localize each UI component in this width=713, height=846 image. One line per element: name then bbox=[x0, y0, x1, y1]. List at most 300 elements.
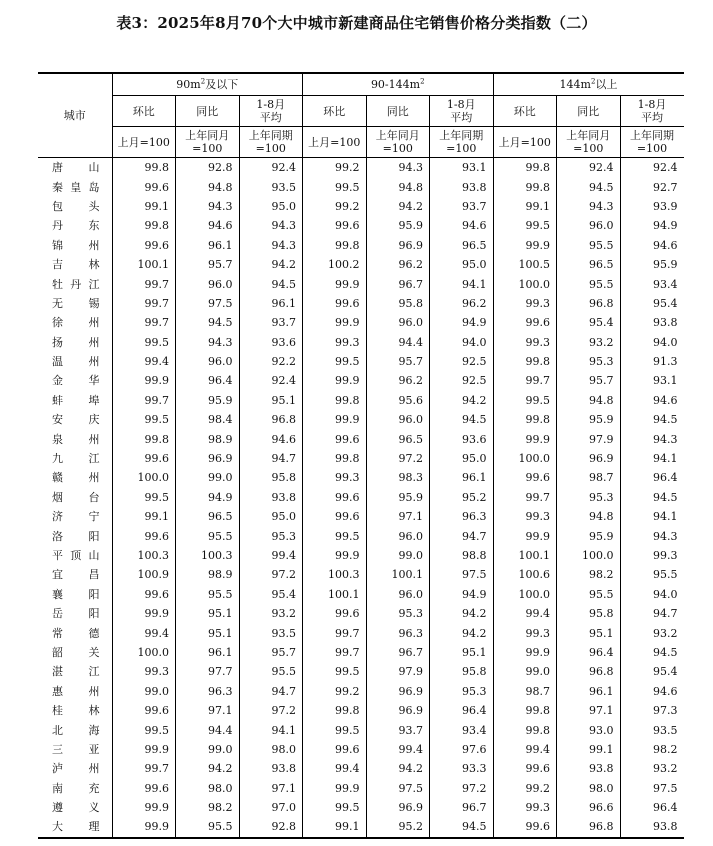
index-value: 98.7 bbox=[557, 468, 621, 487]
index-value: 99.0 bbox=[493, 662, 557, 681]
city-name: 宜昌 bbox=[52, 568, 100, 582]
index-value: 99.6 bbox=[112, 779, 176, 798]
index-value: 94.4 bbox=[366, 333, 430, 352]
index-value: 95.5 bbox=[239, 662, 303, 681]
index-value: 100.0 bbox=[112, 643, 176, 662]
index-value: 99.5 bbox=[303, 662, 367, 681]
index-value: 96.9 bbox=[366, 798, 430, 817]
index-value: 99.6 bbox=[112, 236, 176, 255]
index-value: 99.8 bbox=[112, 429, 176, 448]
base-header: 上年同月 =100 bbox=[176, 127, 240, 158]
index-value: 94.6 bbox=[620, 236, 684, 255]
index-value: 99.4 bbox=[493, 740, 557, 759]
index-value: 93.7 bbox=[239, 313, 303, 332]
table-row bbox=[38, 565, 684, 584]
sub-header: 同比 bbox=[176, 96, 240, 127]
city-name: 济宁 bbox=[52, 510, 100, 524]
index-value: 99.3 bbox=[493, 333, 557, 352]
index-value: 99.7 bbox=[112, 313, 176, 332]
index-value: 94.5 bbox=[620, 643, 684, 662]
index-value: 94.6 bbox=[176, 216, 240, 235]
index-value: 95.8 bbox=[430, 662, 494, 681]
index-value: 96.6 bbox=[557, 798, 621, 817]
base-header: 上月=100 bbox=[493, 127, 557, 158]
index-value: 93.8 bbox=[557, 759, 621, 778]
city-name: 南充 bbox=[52, 781, 100, 795]
index-value: 96.8 bbox=[557, 817, 621, 837]
index-value: 94.8 bbox=[366, 177, 430, 196]
city-name: 安庆 bbox=[52, 413, 100, 427]
index-value: 99.4 bbox=[112, 623, 176, 642]
index-value: 99.5 bbox=[303, 526, 367, 545]
index-value: 96.4 bbox=[620, 798, 684, 817]
index-value: 99.0 bbox=[176, 468, 240, 487]
table-row bbox=[38, 197, 684, 216]
table-row bbox=[38, 779, 684, 798]
index-value: 92.7 bbox=[620, 177, 684, 196]
index-value: 99.6 bbox=[303, 604, 367, 623]
index-value: 97.1 bbox=[239, 779, 303, 798]
index-value: 94.2 bbox=[430, 604, 494, 623]
index-value: 98.7 bbox=[493, 682, 557, 701]
index-value: 96.1 bbox=[557, 682, 621, 701]
table-row bbox=[38, 585, 684, 604]
index-value: 96.9 bbox=[176, 449, 240, 468]
city-name: 遵义 bbox=[52, 801, 100, 815]
table-row bbox=[38, 623, 684, 642]
index-value: 94.7 bbox=[239, 449, 303, 468]
index-value: 94.7 bbox=[430, 526, 494, 545]
index-value: 96.0 bbox=[366, 526, 430, 545]
index-value: 96.1 bbox=[176, 236, 240, 255]
index-value: 99.8 bbox=[303, 701, 367, 720]
index-value: 92.8 bbox=[176, 158, 240, 178]
index-value: 93.2 bbox=[557, 333, 621, 352]
index-value: 95.1 bbox=[176, 604, 240, 623]
index-value: 99.5 bbox=[112, 410, 176, 429]
index-value: 95.7 bbox=[239, 643, 303, 662]
table-title: 表3：2025年8月70个大中城市新建商品住宅销售价格分类指数（二） bbox=[116, 14, 597, 32]
index-value: 99.4 bbox=[239, 546, 303, 565]
index-value: 96.9 bbox=[557, 449, 621, 468]
index-value: 95.7 bbox=[176, 255, 240, 274]
index-value: 99.5 bbox=[303, 798, 367, 817]
index-value: 100.6 bbox=[493, 565, 557, 584]
index-value: 99.7 bbox=[493, 488, 557, 507]
index-value: 98.2 bbox=[620, 740, 684, 759]
index-value: 100.0 bbox=[112, 468, 176, 487]
index-value: 93.8 bbox=[239, 759, 303, 778]
index-value: 94.3 bbox=[366, 158, 430, 178]
index-value: 92.4 bbox=[620, 158, 684, 178]
table-row bbox=[38, 352, 684, 371]
index-value: 95.9 bbox=[176, 391, 240, 410]
index-value: 99.7 bbox=[493, 371, 557, 390]
table-row bbox=[38, 449, 684, 468]
city-name: 唐山 bbox=[52, 161, 100, 175]
index-value: 95.4 bbox=[620, 294, 684, 313]
index-value: 95.4 bbox=[557, 313, 621, 332]
index-value: 99.9 bbox=[112, 371, 176, 390]
city-column-header: 城市 bbox=[38, 73, 112, 158]
city-name: 烟台 bbox=[52, 490, 100, 504]
table-row bbox=[38, 255, 684, 274]
index-value: 95.2 bbox=[430, 488, 494, 507]
city-name: 包头 bbox=[52, 199, 100, 213]
table-row bbox=[38, 546, 684, 565]
index-value: 96.5 bbox=[557, 255, 621, 274]
index-value: 97.2 bbox=[239, 565, 303, 584]
index-value: 100.0 bbox=[493, 449, 557, 468]
price-index-table bbox=[38, 72, 684, 839]
index-value: 97.9 bbox=[557, 429, 621, 448]
index-value: 94.5 bbox=[430, 410, 494, 429]
index-value: 92.5 bbox=[430, 352, 494, 371]
index-value: 97.2 bbox=[366, 449, 430, 468]
index-value: 97.5 bbox=[430, 565, 494, 584]
index-value: 97.6 bbox=[430, 740, 494, 759]
index-value: 99.6 bbox=[112, 449, 176, 468]
index-value: 93.6 bbox=[430, 429, 494, 448]
index-value: 92.4 bbox=[239, 371, 303, 390]
index-value: 94.3 bbox=[620, 526, 684, 545]
index-value: 93.4 bbox=[430, 720, 494, 739]
city-name: 九江 bbox=[52, 452, 100, 466]
city-name: 锦州 bbox=[52, 238, 100, 252]
table-row bbox=[38, 468, 684, 487]
index-value: 99.8 bbox=[493, 352, 557, 371]
index-value: 95.6 bbox=[366, 391, 430, 410]
index-value: 99.8 bbox=[303, 391, 367, 410]
index-value: 100.1 bbox=[112, 255, 176, 274]
index-value: 94.1 bbox=[620, 449, 684, 468]
index-value: 95.8 bbox=[557, 604, 621, 623]
index-value: 99.9 bbox=[303, 313, 367, 332]
city-name: 徐州 bbox=[52, 316, 100, 330]
index-value: 96.4 bbox=[176, 371, 240, 390]
index-value: 96.9 bbox=[366, 236, 430, 255]
index-value: 93.0 bbox=[557, 720, 621, 739]
table-row bbox=[38, 429, 684, 448]
index-value: 95.5 bbox=[176, 526, 240, 545]
index-value: 99.4 bbox=[366, 740, 430, 759]
index-value: 94.7 bbox=[239, 682, 303, 701]
index-value: 99.3 bbox=[493, 623, 557, 642]
index-value: 93.1 bbox=[430, 158, 494, 178]
index-value: 99.5 bbox=[493, 391, 557, 410]
city-name: 三亚 bbox=[52, 742, 100, 756]
index-value: 92.4 bbox=[239, 158, 303, 178]
index-value: 96.8 bbox=[557, 294, 621, 313]
index-value: 99.8 bbox=[112, 158, 176, 178]
index-value: 99.9 bbox=[112, 740, 176, 759]
table-row bbox=[38, 410, 684, 429]
table-row bbox=[38, 371, 684, 390]
table-row bbox=[38, 817, 684, 837]
base-header: 上月=100 bbox=[112, 127, 176, 158]
index-value: 99.1 bbox=[303, 817, 367, 837]
city-name: 赣州 bbox=[52, 471, 100, 485]
table-row bbox=[38, 701, 684, 720]
index-value: 99.2 bbox=[303, 682, 367, 701]
index-value: 99.5 bbox=[112, 333, 176, 352]
base-header: 上年同期 =100 bbox=[620, 127, 684, 158]
table-row bbox=[38, 333, 684, 352]
index-value: 99.4 bbox=[303, 759, 367, 778]
index-value: 97.3 bbox=[620, 701, 684, 720]
index-value: 100.0 bbox=[557, 546, 621, 565]
table-row bbox=[38, 391, 684, 410]
index-value: 96.5 bbox=[176, 507, 240, 526]
index-value: 94.2 bbox=[366, 759, 430, 778]
index-value: 98.4 bbox=[176, 410, 240, 429]
index-value: 99.9 bbox=[303, 410, 367, 429]
index-value: 93.2 bbox=[620, 759, 684, 778]
index-value: 99.7 bbox=[112, 274, 176, 293]
index-value: 98.0 bbox=[557, 779, 621, 798]
table-row bbox=[38, 274, 684, 293]
index-value: 95.9 bbox=[366, 488, 430, 507]
index-value: 96.4 bbox=[620, 468, 684, 487]
index-value: 96.4 bbox=[557, 643, 621, 662]
index-value: 99.3 bbox=[112, 662, 176, 681]
index-value: 99.6 bbox=[303, 507, 367, 526]
index-value: 94.6 bbox=[239, 429, 303, 448]
sub-header: 1-8月 平均 bbox=[620, 96, 684, 127]
index-value: 99.2 bbox=[303, 158, 367, 178]
index-value: 94.7 bbox=[620, 604, 684, 623]
city-name: 大理 bbox=[38, 817, 112, 837]
city-name: 韶关 bbox=[52, 645, 100, 659]
index-value: 95.7 bbox=[557, 371, 621, 390]
index-value: 99.8 bbox=[493, 158, 557, 178]
index-value: 94.5 bbox=[430, 817, 494, 837]
city-name: 惠州 bbox=[52, 684, 100, 698]
index-value: 99.6 bbox=[303, 740, 367, 759]
base-header: 上年同期 =100 bbox=[430, 127, 494, 158]
index-value: 100.9 bbox=[112, 565, 176, 584]
index-value: 99.8 bbox=[493, 720, 557, 739]
index-value: 99.8 bbox=[493, 701, 557, 720]
index-value: 94.2 bbox=[430, 391, 494, 410]
index-value: 94.1 bbox=[239, 720, 303, 739]
index-value: 99.3 bbox=[303, 333, 367, 352]
index-value: 94.3 bbox=[557, 197, 621, 216]
index-value: 99.1 bbox=[112, 507, 176, 526]
index-value: 96.3 bbox=[176, 682, 240, 701]
index-value: 97.1 bbox=[557, 701, 621, 720]
index-value: 98.3 bbox=[366, 468, 430, 487]
index-value: 98.0 bbox=[176, 779, 240, 798]
index-value: 95.1 bbox=[430, 643, 494, 662]
index-value: 97.1 bbox=[176, 701, 240, 720]
index-value: 99.9 bbox=[112, 604, 176, 623]
index-value: 99.3 bbox=[493, 294, 557, 313]
index-value: 99.6 bbox=[493, 759, 557, 778]
city-name: 桂林 bbox=[52, 704, 100, 718]
sub-header: 环比 bbox=[493, 96, 557, 127]
index-value: 95.5 bbox=[620, 565, 684, 584]
index-value: 93.2 bbox=[620, 623, 684, 642]
index-value: 99.6 bbox=[112, 177, 176, 196]
index-value: 96.3 bbox=[366, 623, 430, 642]
city-name: 温州 bbox=[52, 355, 100, 369]
sub-header: 环比 bbox=[112, 96, 176, 127]
index-value: 95.7 bbox=[366, 352, 430, 371]
index-value: 98.9 bbox=[176, 565, 240, 584]
index-value: 94.1 bbox=[620, 507, 684, 526]
index-value: 100.0 bbox=[493, 585, 557, 604]
table-row bbox=[38, 177, 684, 196]
city-name: 蚌埠 bbox=[52, 393, 100, 407]
index-value: 94.6 bbox=[620, 391, 684, 410]
index-value: 96.9 bbox=[366, 682, 430, 701]
index-value: 96.7 bbox=[366, 274, 430, 293]
index-value: 93.1 bbox=[620, 371, 684, 390]
index-value: 94.5 bbox=[239, 274, 303, 293]
index-value: 93.8 bbox=[239, 488, 303, 507]
index-value: 92.4 bbox=[557, 158, 621, 178]
index-value: 95.5 bbox=[176, 585, 240, 604]
index-value: 97.5 bbox=[176, 294, 240, 313]
index-value: 94.2 bbox=[176, 759, 240, 778]
index-value: 99.2 bbox=[303, 197, 367, 216]
index-value: 93.5 bbox=[620, 720, 684, 739]
sub-header: 同比 bbox=[557, 96, 621, 127]
index-value: 99.6 bbox=[112, 526, 176, 545]
index-value: 99.5 bbox=[112, 720, 176, 739]
index-value: 94.5 bbox=[557, 177, 621, 196]
index-value: 95.1 bbox=[557, 623, 621, 642]
index-value: 94.1 bbox=[430, 274, 494, 293]
index-value: 99.6 bbox=[303, 429, 367, 448]
index-value: 94.0 bbox=[620, 585, 684, 604]
index-value: 95.0 bbox=[239, 507, 303, 526]
index-value: 100.1 bbox=[493, 546, 557, 565]
index-value: 94.3 bbox=[239, 216, 303, 235]
index-value: 93.5 bbox=[239, 623, 303, 642]
city-name: 北海 bbox=[52, 723, 100, 737]
index-value: 96.4 bbox=[430, 701, 494, 720]
table-row bbox=[38, 604, 684, 623]
index-value: 94.0 bbox=[430, 333, 494, 352]
table-row bbox=[38, 313, 684, 332]
index-value: 93.9 bbox=[620, 197, 684, 216]
index-value: 96.5 bbox=[366, 429, 430, 448]
city-name: 岳阳 bbox=[52, 607, 100, 621]
index-value: 97.2 bbox=[239, 701, 303, 720]
index-value: 92.8 bbox=[239, 817, 303, 837]
index-value: 99.5 bbox=[303, 720, 367, 739]
index-value: 93.5 bbox=[239, 177, 303, 196]
index-value: 94.6 bbox=[430, 216, 494, 235]
index-value: 99.0 bbox=[366, 546, 430, 565]
index-value: 94.8 bbox=[557, 507, 621, 526]
index-value: 98.0 bbox=[239, 740, 303, 759]
index-value: 96.0 bbox=[176, 274, 240, 293]
index-value: 95.3 bbox=[366, 604, 430, 623]
index-value: 97.9 bbox=[366, 662, 430, 681]
index-value: 95.9 bbox=[557, 410, 621, 429]
index-value: 95.9 bbox=[366, 216, 430, 235]
index-value: 92.5 bbox=[430, 371, 494, 390]
index-value: 99.3 bbox=[493, 507, 557, 526]
index-value: 95.5 bbox=[557, 236, 621, 255]
index-value: 94.8 bbox=[557, 391, 621, 410]
index-value: 96.1 bbox=[176, 643, 240, 662]
index-value: 94.3 bbox=[176, 197, 240, 216]
index-value: 97.0 bbox=[239, 798, 303, 817]
city-name: 牡丹江 bbox=[52, 277, 100, 291]
index-value: 99.6 bbox=[493, 468, 557, 487]
index-value: 99.3 bbox=[303, 468, 367, 487]
index-value: 94.3 bbox=[620, 429, 684, 448]
index-value: 95.0 bbox=[239, 197, 303, 216]
index-value: 99.5 bbox=[303, 352, 367, 371]
index-value: 95.8 bbox=[366, 294, 430, 313]
index-value: 99.4 bbox=[493, 604, 557, 623]
index-value: 95.3 bbox=[557, 352, 621, 371]
index-value: 100.1 bbox=[303, 585, 367, 604]
index-value: 99.6 bbox=[303, 294, 367, 313]
index-value: 97.1 bbox=[366, 507, 430, 526]
index-value: 95.0 bbox=[430, 449, 494, 468]
city-name: 无锡 bbox=[52, 296, 100, 310]
index-value: 93.2 bbox=[239, 604, 303, 623]
index-value: 95.4 bbox=[239, 585, 303, 604]
index-value: 99.8 bbox=[303, 236, 367, 255]
index-value: 92.2 bbox=[239, 352, 303, 371]
table-row bbox=[38, 720, 684, 739]
index-value: 96.7 bbox=[366, 643, 430, 662]
index-value: 94.9 bbox=[430, 313, 494, 332]
index-value: 96.9 bbox=[366, 701, 430, 720]
table-row bbox=[38, 740, 684, 759]
index-value: 95.1 bbox=[239, 391, 303, 410]
index-value: 95.1 bbox=[176, 623, 240, 642]
index-value: 94.9 bbox=[620, 216, 684, 235]
index-value: 99.8 bbox=[303, 449, 367, 468]
sub-header: 同比 bbox=[366, 96, 430, 127]
index-value: 99.3 bbox=[493, 798, 557, 817]
index-value: 94.5 bbox=[620, 410, 684, 429]
table-row bbox=[38, 662, 684, 681]
index-value: 99.1 bbox=[112, 197, 176, 216]
index-value: 99.6 bbox=[493, 313, 557, 332]
city-name: 丹东 bbox=[52, 219, 100, 233]
index-value: 99.9 bbox=[493, 643, 557, 662]
city-name: 秦皇岛 bbox=[52, 180, 100, 194]
city-name: 泸州 bbox=[52, 762, 100, 776]
index-value: 99.7 bbox=[112, 391, 176, 410]
index-value: 96.0 bbox=[557, 216, 621, 235]
index-value: 96.8 bbox=[239, 410, 303, 429]
index-value: 94.9 bbox=[176, 488, 240, 507]
index-value: 96.0 bbox=[366, 313, 430, 332]
index-value: 93.8 bbox=[620, 817, 684, 837]
index-value: 94.0 bbox=[620, 333, 684, 352]
index-value: 99.3 bbox=[620, 546, 684, 565]
table-row bbox=[38, 526, 684, 545]
index-value: 91.3 bbox=[620, 352, 684, 371]
index-value: 99.7 bbox=[303, 643, 367, 662]
index-value: 98.2 bbox=[176, 798, 240, 817]
index-value: 99.8 bbox=[493, 177, 557, 196]
index-value: 99.9 bbox=[303, 371, 367, 390]
index-value: 95.0 bbox=[430, 255, 494, 274]
index-value: 100.3 bbox=[176, 546, 240, 565]
index-value: 95.3 bbox=[557, 488, 621, 507]
